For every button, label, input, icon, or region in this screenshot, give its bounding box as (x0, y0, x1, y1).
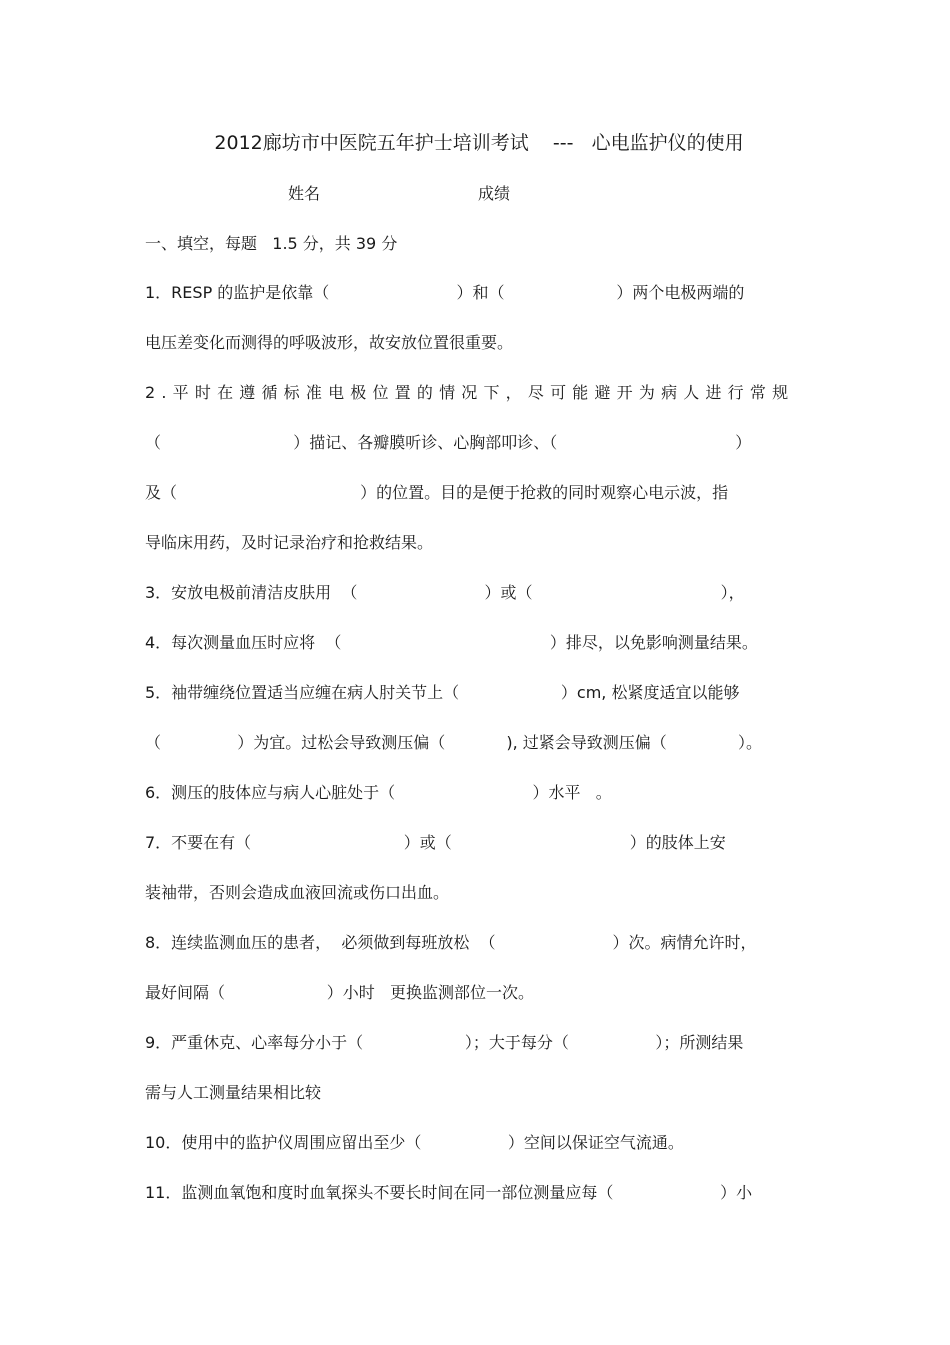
question-11-line-1: 11．监测血氧饱和度时血氧探头不要长时间在同一部位测量应每（ ）小 (145, 1183, 753, 1202)
score-label: 成绩 (478, 184, 511, 203)
question-8-line-2: 最好间隔（ ）小时 更换监测部位一次。 (145, 983, 534, 1002)
question-9-line-2: 需与人工测量结果相比较 (145, 1083, 322, 1102)
page-title: 2012廊坊市中医院五年护士培训考试 --- 心电监护仪的使用 (214, 132, 744, 154)
question-5-line-2: （ ）为宜。过松会导致测压偏（ ), 过紧会导致测压偏（ ）。 (145, 733, 762, 752)
section-heading: 一、填空，每题 1.5 分，共 39 分 (145, 234, 398, 253)
name-label: 姓名 (288, 184, 321, 203)
question-4-line-1: 4．每次测量血压时应将 （ ）排尽，以免影响测量结果。 (145, 633, 758, 652)
question-10-line-1: 10．使用中的监护仪周围应留出至少（ ）空间以保证空气流通。 (145, 1133, 684, 1152)
question-7-line-1: 7．不要在有（ ）或（ ）的肢体上安 (145, 833, 726, 852)
question-8-line-1: 8．连续监测血压的患者， 必须做到每班放松 （ ）次。病情允许时， (145, 933, 757, 952)
question-1-line-2: 电压差变化而测得的呼吸波形，故安放位置很重要。 (145, 333, 514, 352)
question-7-line-2: 装袖带，否则会造成血液回流或伤口出血。 (145, 883, 450, 902)
question-6-line-1: 6．测压的肢体应与病人心脏处于（ ）水平 。 (145, 783, 612, 802)
question-5-line-1: 5．袖带缠绕位置适当应缠在病人肘关节上（ ）cm, 松紧度适宜以能够 (145, 683, 740, 702)
question-2-line-2: （ ）描记、各瓣膜听诊、心胸部叩诊、（ ） (145, 433, 752, 452)
question-9-line-1: 9．严重休克、心率每分小于（ ）；大于每分（ ）；所测结果 (145, 1033, 744, 1052)
question-2-line-4: 导临床用药，及时记录治疗和抢救结果。 (145, 533, 434, 552)
question-2-line-1: 2.平时在遵循标准电极位置的情况下，尽可能避开为病人进行常规 (145, 383, 795, 402)
question-1-line-1: 1．RESP 的监护是依靠（ ）和（ ）两个电极两端的 (145, 283, 745, 302)
question-2-line-3: 及（ ）的位置。目的是便于抢救的同时观察心电示波，指 (145, 483, 729, 502)
question-3-line-1: 3．安放电极前清洁皮肤用 （ ）或（ ）， (145, 583, 745, 602)
